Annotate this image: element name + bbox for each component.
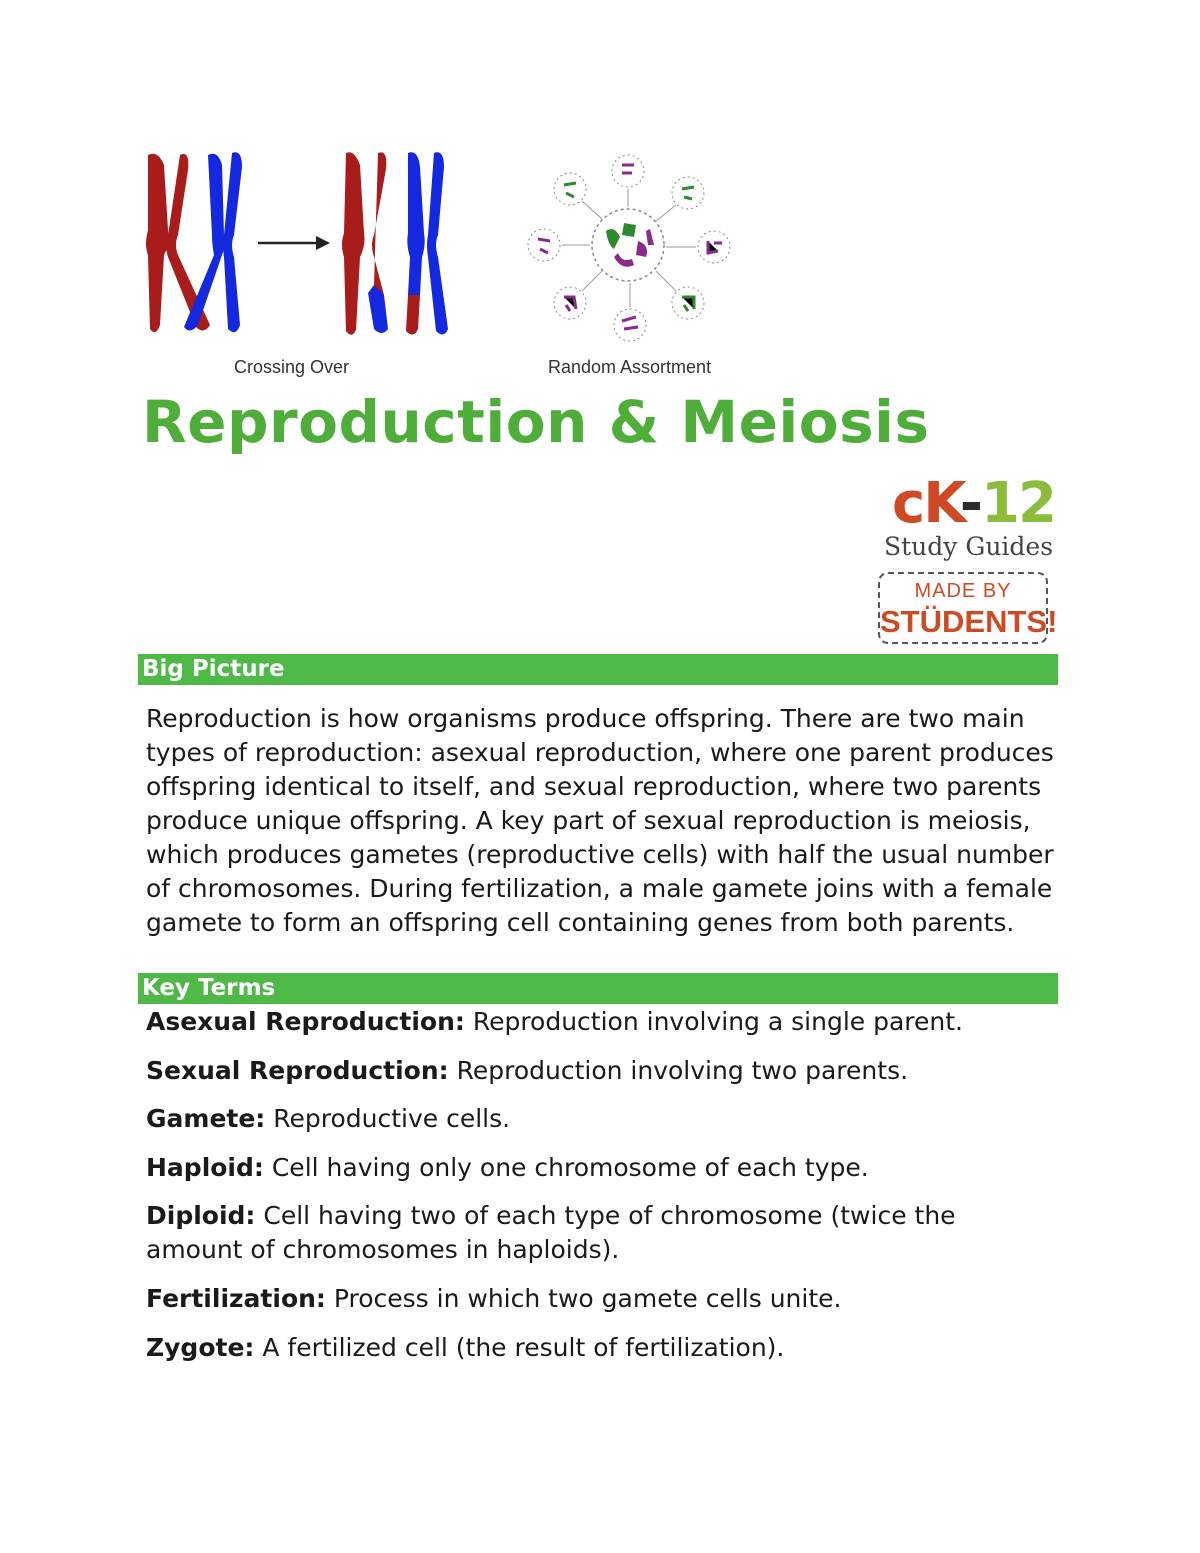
term-definition: Process in which two gamete cells unite. xyxy=(325,1284,842,1313)
key-term-item xyxy=(146,1331,1058,1365)
term-name: Gamete: xyxy=(146,1104,266,1133)
key-term-item xyxy=(146,1282,1058,1316)
key-term-item xyxy=(146,1151,1058,1185)
key-term-item xyxy=(146,1054,1058,1088)
term-name: Asexual Reproduction: xyxy=(146,1007,465,1036)
chromosome-blue-right xyxy=(406,152,448,334)
big-picture-text: Reproduction is how organisms produce offspring. There are two main types of reproduction: asexual reproduction, where one parent produces offspring identical to itself, and sexual reproduction, where two parents produce unique offspring. A key part of sexual reproduction is meiosis, which produces gametes (reproductive cells) with half the usual number of chromosomes. During fertilization, a male gamete joins with a female gamete to form an offspring cell containing genes from both parents. xyxy=(146,704,1054,937)
term-name: Diploid: xyxy=(146,1201,256,1230)
ck12-k: K xyxy=(923,471,960,536)
term-definition: Cell having only one chromosome of each type. xyxy=(263,1153,869,1182)
term-definition: Reproduction involving two parents. xyxy=(448,1056,909,1085)
arrow-icon xyxy=(258,236,330,250)
daughter-cells xyxy=(528,155,730,341)
crossing-over-figure xyxy=(138,145,468,385)
ck12-number: 12 xyxy=(980,471,1055,536)
random-assortment-caption: Random Assortment xyxy=(548,357,712,377)
key-terms-heading: Key Terms xyxy=(138,973,1058,1004)
key-term-item xyxy=(146,1199,1058,1267)
big-picture-heading: Big Picture xyxy=(138,654,1058,685)
made-by-students-stamp xyxy=(878,572,1058,644)
ck12-dash: - xyxy=(959,471,981,536)
study-guides-label: Study Guides xyxy=(884,532,1054,561)
crossing-over-caption: Crossing Over xyxy=(234,357,350,377)
key-term-item xyxy=(146,1102,1058,1136)
ck12-wordmark xyxy=(892,472,1055,536)
term-name: Sexual Reproduction: xyxy=(146,1056,449,1085)
key-term-item xyxy=(146,1005,1058,1039)
page-title: Reproduction & Meiosis xyxy=(142,388,930,456)
term-name: Fertilization: xyxy=(146,1284,326,1313)
made-by-label: MADE BY xyxy=(914,580,1012,602)
term-definition: Reproduction involving a single parent. xyxy=(464,1007,963,1036)
key-terms-list xyxy=(146,1005,1058,1365)
term-definition: Cell having two of each type of chromosome (twice the amount of chromosomes in haploids). xyxy=(146,1201,956,1264)
term-definition: Reproductive cells. xyxy=(265,1104,511,1133)
ck12-logo xyxy=(872,472,1058,650)
chromosome-red-right xyxy=(342,152,388,335)
random-assortment-figure xyxy=(518,145,740,385)
term-definition: A fertilized cell (the result of fertilization). xyxy=(254,1333,785,1362)
term-name: Haploid: xyxy=(146,1153,264,1182)
ck12-c: c xyxy=(892,471,924,536)
nucleus-cell xyxy=(592,209,664,281)
term-name: Zygote: xyxy=(146,1333,255,1362)
students-label: STÜDENTS! xyxy=(880,604,1058,639)
